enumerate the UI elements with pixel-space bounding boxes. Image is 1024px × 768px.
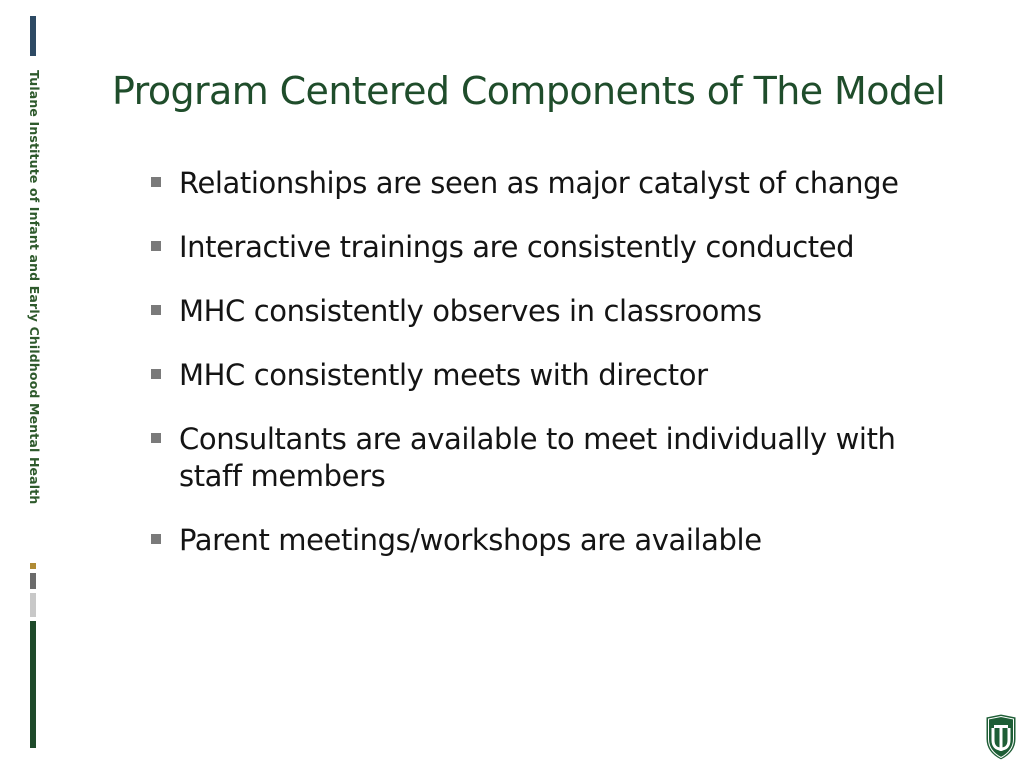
bullet-text: Interactive trainings are consistently conducted [179, 230, 855, 264]
accent-square-gold [30, 563, 36, 569]
bullet-item [148, 293, 948, 330]
accent-bar-bottom [30, 621, 36, 748]
bullet-text: Relationships are seen as major catalyst of change [179, 166, 899, 200]
bullet-square-icon [151, 369, 161, 379]
bullet-item [148, 357, 948, 394]
bullet-text: MHC consistently meets with director [179, 358, 708, 392]
bullet-item [148, 229, 948, 266]
accent-square-gray [30, 573, 36, 589]
bullet-square-icon [151, 241, 161, 251]
accent-square-light [30, 593, 36, 617]
accent-bar-top [30, 16, 36, 56]
slide-title: Program Centered Components of The Model [112, 69, 946, 113]
bullet-square-icon [151, 433, 161, 443]
sidebar-institute-text: Tulane Institute of Infant and Early Childhood Mental Health [27, 70, 42, 505]
bullet-square-icon [151, 305, 161, 315]
tulane-shield-logo-icon [983, 713, 1019, 761]
bullet-text: Consultants are available to meet individually with staff members [179, 422, 896, 493]
bullet-text: Parent meetings/workshops are available [179, 523, 762, 557]
sidebar-wrap [24, 70, 44, 554]
bullet-item [148, 165, 948, 202]
bullet-item [148, 421, 948, 495]
bullet-list [148, 165, 948, 586]
bullet-text: MHC consistently observes in classrooms [179, 294, 762, 328]
bullet-square-icon [151, 177, 161, 187]
bullet-item [148, 522, 948, 559]
bullet-square-icon [151, 534, 161, 544]
